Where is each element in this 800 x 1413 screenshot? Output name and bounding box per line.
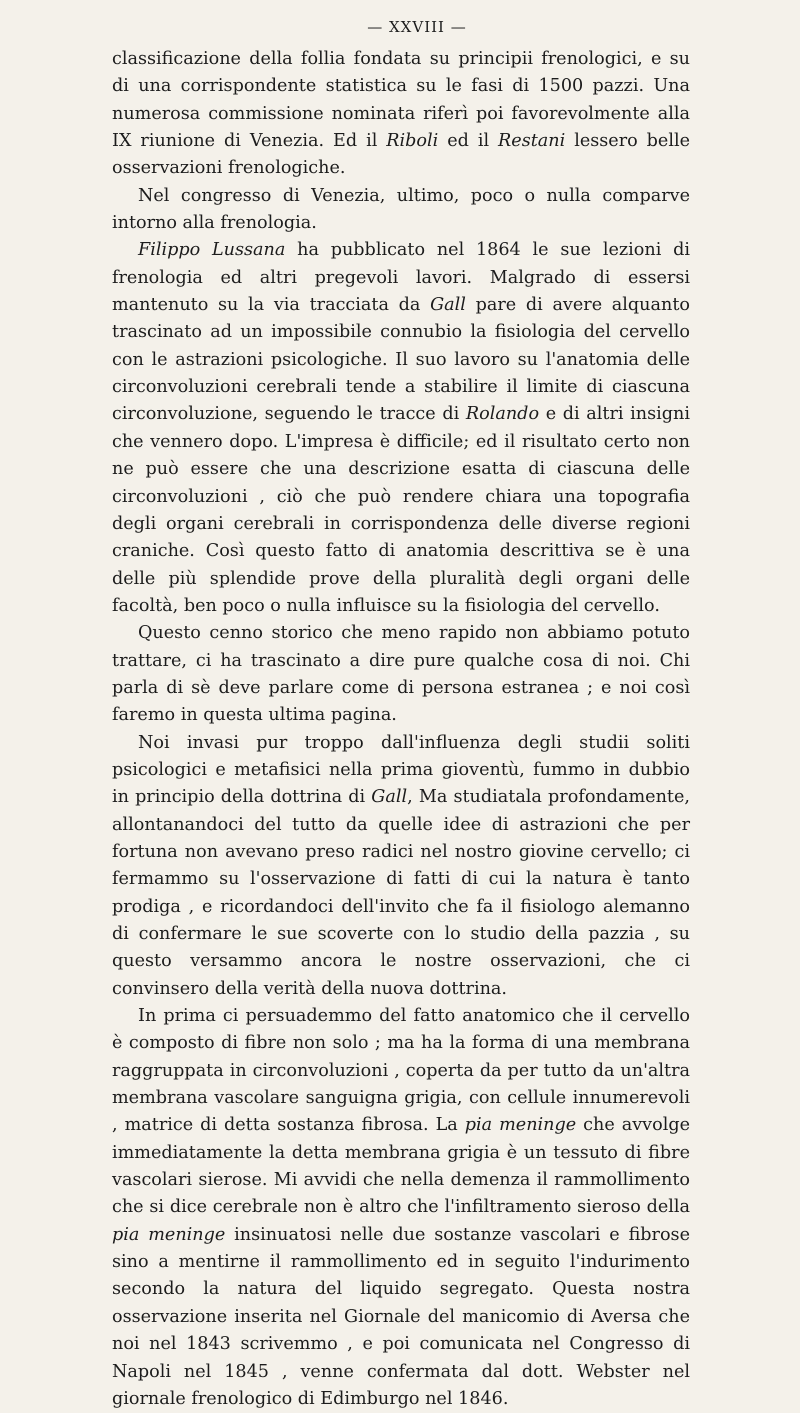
italic-name: Rolando	[465, 404, 540, 425]
paragraph	[112, 730, 690, 1003]
text-run: insinuatosi nelle due sostanze vascolari e fibrose sino a mentirne il rammollimento ed in seguito l'indurimento secondo la natura del liquido segregato. Questa nostra osservazione inserita nel Giornale del manicomio di Aversa che noi nel 1843 scrivemmo , e poi comunicata nel Congresso di Napoli nel 1845 , venne confermata dal dott. Webster nel giornale frenologico di Edimburgo nel 1846.	[112, 1224, 691, 1409]
italic-name: Gall	[430, 295, 466, 316]
page-number-header: — XXVIII —	[367, 18, 467, 36]
italic-name: Riboli	[386, 131, 439, 152]
text-run: Questo cenno storico che meno rapido non abbiamo potuto trattare, ci ha trascinato a dire pure qualche cosa di noi. Chi parla di sè deve parlare come di persona estranea ; e noi così faremo in questa ultima pagina.	[112, 623, 690, 726]
paragraph	[112, 1003, 690, 1413]
paragraph	[112, 46, 690, 183]
italic-name: pia meninge	[112, 1224, 226, 1245]
body-text	[112, 46, 690, 1413]
italic-name: pia meninge	[464, 1115, 577, 1136]
italic-name: Filippo Lussana	[138, 240, 286, 261]
paragraph	[112, 183, 690, 238]
text-run: ed il	[438, 131, 499, 152]
book-page	[112, 18, 690, 1413]
paragraph	[112, 620, 690, 729]
text-run: ha pubblicato nel 1864 le sue lezioni di frenologia ed altri pregevoli lavori. Malgrado di essersi mantenuto su la via tracciata da	[112, 240, 690, 316]
text-run: che avvolge immediatamente la detta membrana grigia è un tessuto di fibre vascolari sierose. Mi avvidi che nella demenza il rammollimento che si dice cerebrale non è altro che l'infiltramento sieroso della	[112, 1115, 691, 1218]
text-run: e di altri insigni che vennero dopo. L'impresa è difficile; ed il risultato certo non ne può essere che una descrizione esatta di ciascuna delle circonvoluzioni , ciò che può rendere chiara una topografia degli organi cerebrali in corrispondenza delle diverse regioni craniche. Così questo fatto di anatomia descrittiva se è una delle più splendide prove della pluralità degli organi delle facoltà, ben poco o nulla influisce su la fisiologia del cervello.	[112, 404, 691, 616]
text-run: Noi invasi pur troppo dall'influenza degli studii soliti psicologici e metafisici nella prima gioventù, fummo in dubbio in principio della dottrina di	[112, 732, 690, 808]
text-run: pare di avere alquanto trascinato ad un impossibile connubio la fisiologia del cervello con le astrazioni psicologiche. Il suo lavoro su l'anatomia delle circonvoluzioni cerebrali tende a stabilire il limite di ciascuna circonvoluzione, seguendo le tracce di	[112, 295, 690, 425]
paragraph	[112, 237, 690, 620]
text-run: lessero belle osservazioni frenologiche.	[112, 131, 690, 179]
text-run: classificazione della follia fondata su principii frenologici, e su di una corrispondente statistica su le fasi di 1500 pazzi. Una numerosa commissione nominata riferì poi favorevolmente alla IX riunione di Venezia. Ed il	[112, 49, 690, 152]
italic-name: Gall	[371, 787, 408, 808]
text-run: In prima ci persuademmo del fatto anatomico che il cervello è composto di fibre non solo ; ma ha la forma di una membrana raggruppata in circonvoluzioni , coperta da per tutto da un'altra membrana vascolare sanguigna grigia, con cellule innumerevoli , matrice di detta sostanza fibrosa. La	[112, 1006, 690, 1136]
text-run: Nel congresso di Venezia, ultimo, poco o nulla comparve intorno alla frenologia.	[112, 185, 690, 234]
italic-name: Restani	[498, 131, 566, 152]
text-run: , Ma studiatala profondamente, allontanandoci del tutto da quelle idee di astrazioni che per fortuna non avevano preso radici nel nostro giovine cervello; ci fermammo su l'osservazione di fatti di cui la natura è tanto prodiga , e ricordandoci dell'invito che fa il fisiologo alemanno di confermare le sue scoverte con lo studio della pazzia , su questo versammo ancora le nostre osservazioni, che ci convinsero della verità della nuova dottrina.	[112, 787, 690, 999]
